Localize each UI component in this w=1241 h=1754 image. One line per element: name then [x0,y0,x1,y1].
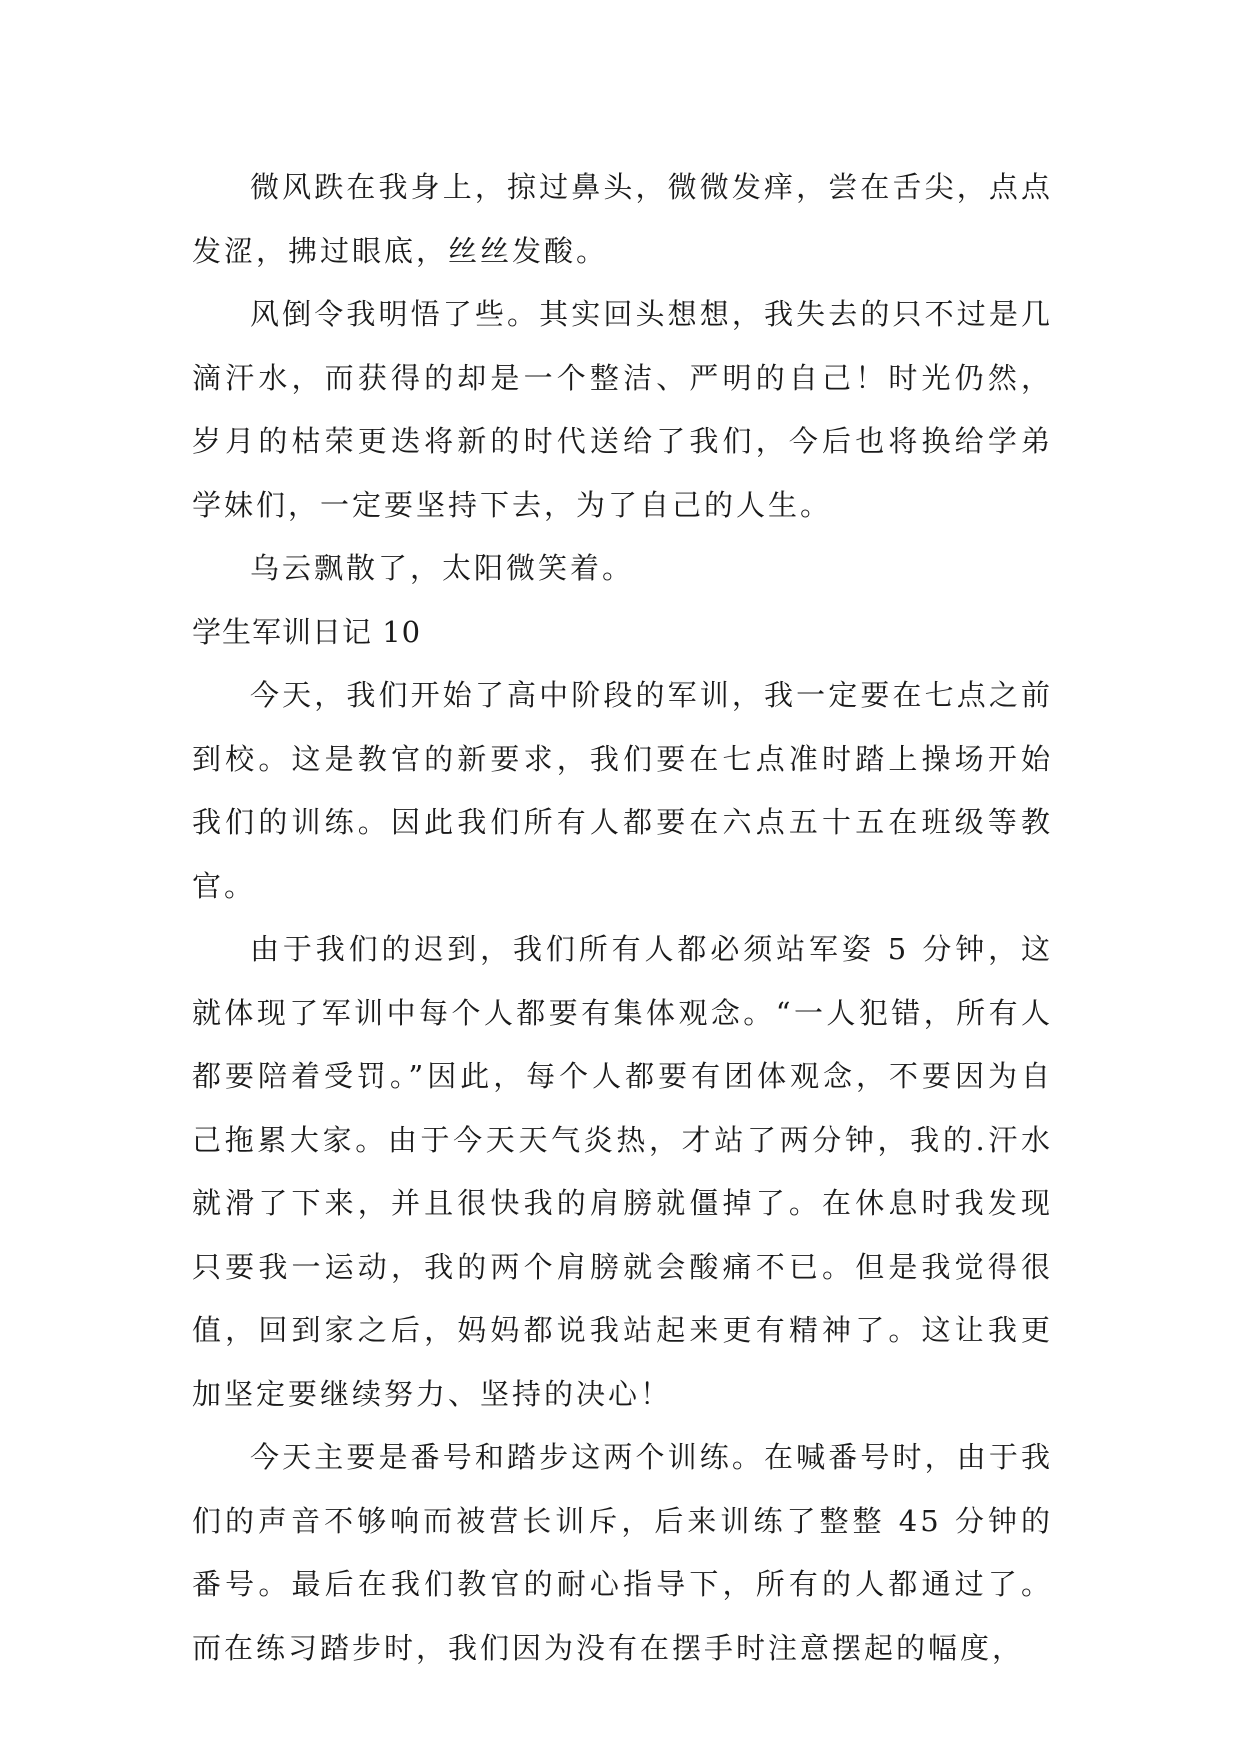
paragraph-breeze: 微风跌在我身上，掠过鼻头，微微发痒，尝在舌尖，点点发涩，拂过眼底，丝丝发酸。 [192,170,1053,268]
paragraph-clouds: 乌云飘散了，太阳微笑着。 [250,551,635,585]
paragraph-arrival: 今天，我们开始了高中阶段的军训，我一定要在七点之前到校。这是教官的新要求，我们要在七点准时踏上操场开始我们的训练。因此我们所有人都要在六点五十五在班级等教官。 [192,678,1053,903]
section-title: 学生军训日记 10 [192,614,422,649]
paragraph-training: 今天主要是番号和踏步这两个训练。在喊番号时，由于我们的声音不够响而被营长训斥，后来训练了整整 45 分钟的番号。最后在我们教官的耐心指导下，所有的人都通过了。而在练习踏步时，我们因为没有在摆手时注意摆起的幅度， [192,1440,1053,1665]
paragraph-realization: 风倒令我明悟了些。其实回头想想，我失去的只不过是几滴汗水，而获得的却是一个整洁、严明的自己！时光仍然，岁月的枯荣更迭将新的时代送给了我们，今后也将换给学弟学妹们，一定要坚持下去，为了自己的人生。 [192,297,1053,522]
paragraph-standing: 由于我们的迟到，我们所有人都必须站军姿 5 分钟，这就体现了军训中每个人都要有集体观念。“一人犯错，所有人都要陪着受罚。”因此，每个人都要有团体观念，不要因为自己拖累大家。由于今天天气炎热，才站了两分钟，我的.汗水就滑了下来，并且很快我的肩膀就僵掉了。在休息时我发现只要我一运动，我的两个肩膀就会酸痛不已。但是我觉得很值，回到家之后，妈妈都说我站起来更有精神了。这让我更加坚定要继续努力、坚持的决心！ [192,932,1053,1411]
